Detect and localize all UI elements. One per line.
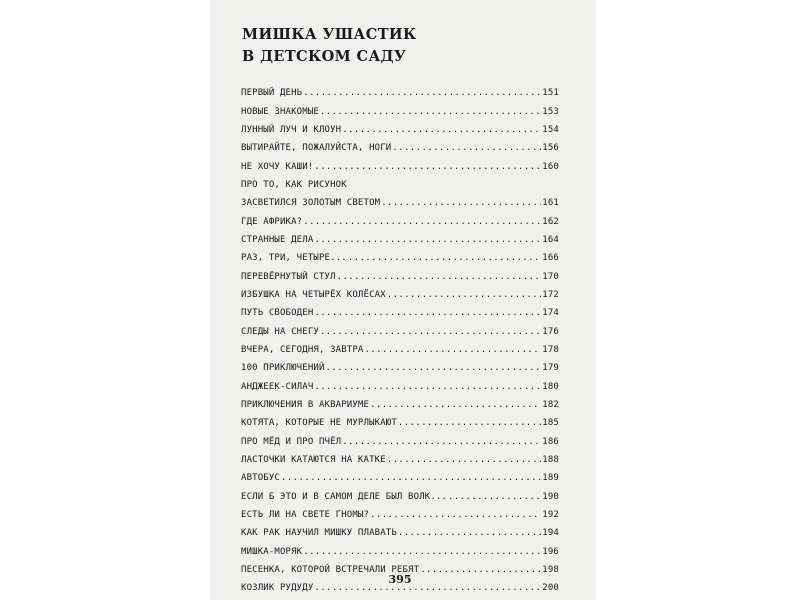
toc-dot-leader <box>387 290 542 300</box>
toc-entry-page: 189 <box>542 473 559 484</box>
toc-entry <box>241 337 559 355</box>
toc-dot-leader <box>303 88 541 98</box>
toc-entry-title: НЕ ХОЧУ КАШИ! <box>241 161 314 172</box>
toc-entry-title: ИЗБУШКА НА ЧЕТЫРЁХ КОЛЁСАХ <box>241 289 386 300</box>
toc-entry-title: ПЕСЕНКА, КОТОРОЙ ВСТРЕЧАЛИ РЕБЯТ <box>241 564 420 575</box>
toc-entry-title: ЛУННЫЙ ЛУЧ И КЛОУН <box>241 124 342 135</box>
toc-entry <box>241 172 559 190</box>
toc-entry <box>241 355 559 373</box>
toc-entry <box>241 245 559 263</box>
toc-dot-leader <box>387 455 542 465</box>
toc-dot-leader <box>314 308 541 318</box>
toc-entry-title: ГДЕ АФРИКА? <box>241 216 303 227</box>
toc-entry-page: 179 <box>542 363 559 374</box>
toc-entry-title: 100 ПРИКЛЮЧЕНИЙ <box>241 363 325 374</box>
section-heading-line-1: МИШКА УШАСТИК <box>242 26 417 43</box>
toc-entry-page: 153 <box>542 106 559 117</box>
toc-entry <box>241 373 559 391</box>
toc-entry-title: ПРО ТО, КАК РИСУНОК <box>241 179 347 190</box>
toc-entry <box>241 153 559 171</box>
toc-entry-title: КАК РАК НАУЧИЛ МИШКУ ПЛАВАТЬ <box>241 528 397 539</box>
toc-entry-title: КОТЯТА, КОТОРЫЕ НЕ МУРЛЫКАЮТ <box>241 418 397 429</box>
table-of-contents <box>241 80 559 593</box>
toc-entry-title: ПРО МЁД И ПРО ПЧЁЛ <box>241 436 342 447</box>
toc-entry-title: ПЕРВЫЙ ДЕНЬ <box>241 88 303 99</box>
toc-dot-leader <box>303 547 541 557</box>
toc-entry-title: НОВЫЕ ЗНАКОМЫЕ <box>241 106 319 117</box>
toc-entry <box>241 318 559 336</box>
toc-dot-leader <box>314 235 541 245</box>
toc-entry-page: 198 <box>542 564 559 575</box>
toc-entry <box>241 227 559 245</box>
toc-entry-page: 170 <box>542 271 559 282</box>
toc-entry-title: КОЗЛИК РУДУДУ <box>241 583 314 594</box>
toc-entry <box>241 80 559 98</box>
toc-dot-leader <box>320 107 541 117</box>
toc-dot-leader <box>381 198 541 208</box>
toc-entry-page: 156 <box>542 143 559 154</box>
toc-entry-title: АНДЖЕЕК-СИЛАЧ <box>241 381 314 392</box>
toc-entry <box>241 392 559 410</box>
toc-entry <box>241 502 559 520</box>
toc-entry-page: 176 <box>542 326 559 337</box>
page-number: 395 <box>388 573 412 586</box>
toc-dot-leader <box>320 327 541 337</box>
toc-entry <box>241 520 559 538</box>
toc-entry-page: 151 <box>542 88 559 99</box>
toc-dot-leader <box>398 528 541 538</box>
toc-entry-title: МИШКА-МОРЯК <box>241 546 303 557</box>
toc-entry-page: 172 <box>542 289 559 300</box>
toc-entry-title: ЗАСВЕТИЛСЯ ЗОЛОТЫМ СВЕТОМ <box>241 198 381 209</box>
toc-dot-leader <box>314 162 541 172</box>
toc-entry <box>241 190 559 208</box>
toc-entry <box>241 135 559 153</box>
toc-entry-page: 162 <box>542 216 559 227</box>
toc-entry <box>241 117 559 135</box>
toc-entry-title: ПЕРЕВЁРНУТЫЙ СТУЛ <box>241 271 336 282</box>
toc-entry-title: ЛАСТОЧКИ КАТАЮТСЯ НА КАТКЕ <box>241 454 386 465</box>
toc-entry <box>241 538 559 556</box>
toc-entry-page: 192 <box>542 509 559 520</box>
toc-dot-leader <box>398 418 541 428</box>
toc-entry-page: 196 <box>542 546 559 557</box>
section-heading-line-2: В ДЕТСКОМ САДУ <box>242 48 407 65</box>
toc-entry <box>241 465 559 483</box>
toc-dot-leader <box>303 217 541 227</box>
toc-entry-page: 186 <box>542 436 559 447</box>
toc-entry-page: 188 <box>542 454 559 465</box>
toc-entry <box>241 410 559 428</box>
toc-dot-leader <box>342 437 541 447</box>
toc-entry-page: 182 <box>542 399 559 410</box>
toc-dot-leader <box>370 400 541 410</box>
toc-entry-page: 185 <box>542 418 559 429</box>
toc-entry <box>241 263 559 281</box>
toc-entry-page: 190 <box>542 491 559 502</box>
toc-entry-title: АВТОБУС <box>241 473 280 484</box>
toc-dot-leader <box>342 125 541 135</box>
toc-dot-leader <box>370 510 541 520</box>
toc-dot-leader <box>448 492 541 502</box>
toc-dot-leader <box>348 253 541 263</box>
toc-entry-page: 178 <box>542 344 559 355</box>
toc-entry-title: ПРИКЛЮЧЕНИЯ В АКВАРИУМЕ <box>241 399 370 410</box>
toc-entry-page: 160 <box>542 161 559 172</box>
toc-entry <box>241 428 559 446</box>
toc-entry-title: ЕСЛИ Б ЭТО И В САМОМ ДЕЛЕ БЫЛ ВОЛК... <box>241 491 448 502</box>
toc-entry-title: ПУТЬ СВОБОДЕН <box>241 308 314 319</box>
toc-entry-page: 166 <box>542 253 559 264</box>
toc-dot-leader <box>392 143 541 153</box>
toc-entry-page: 154 <box>542 124 559 135</box>
toc-entry-title: ВЫТИРАЙТЕ, ПОЖАЛУЙСТА, НОГИ <box>241 143 392 154</box>
toc-entry-title: СЛЕДЫ НА СНЕГУ <box>241 326 319 337</box>
toc-dot-leader <box>314 382 541 392</box>
toc-entry <box>241 300 559 318</box>
toc-dot-leader <box>337 272 542 282</box>
toc-entry <box>241 208 559 226</box>
toc-entry <box>241 447 559 465</box>
toc-dot-leader <box>365 345 542 355</box>
toc-entry-title: РАЗ, ТРИ, ЧЕТЫРЕ... <box>241 253 347 264</box>
toc-entry-page: 180 <box>542 381 559 392</box>
toc-entry-page: 194 <box>542 528 559 539</box>
toc-entry-page: 200 <box>542 583 559 594</box>
toc-entry-title: СТРАННЫЕ ДЕЛА <box>241 234 314 245</box>
toc-dot-leader <box>281 473 541 483</box>
toc-entry <box>241 282 559 300</box>
toc-dot-leader <box>326 363 542 373</box>
toc-entry <box>241 98 559 116</box>
toc-entry-page: 161 <box>542 198 559 209</box>
section-heading <box>242 24 417 68</box>
toc-entry-title: ВЧЕРА, СЕГОДНЯ, ЗАВТРА <box>241 344 364 355</box>
toc-entry-page: 174 <box>542 308 559 319</box>
toc-entry-title: ЕСТЬ ЛИ НА СВЕТЕ ГНОМЫ? <box>241 509 370 520</box>
toc-entry <box>241 483 559 501</box>
toc-entry-page: 164 <box>542 234 559 245</box>
